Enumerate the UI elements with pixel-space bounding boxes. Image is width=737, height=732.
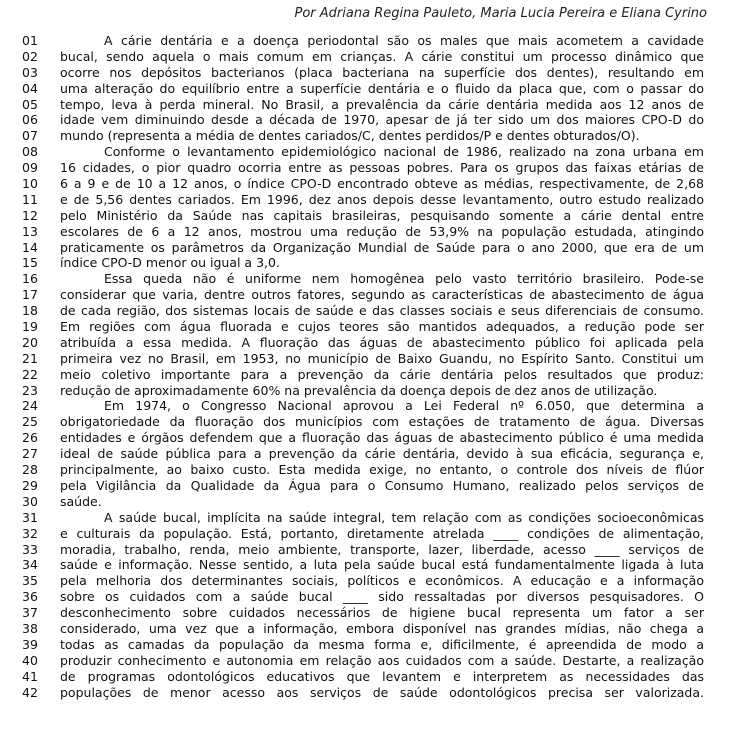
line-number: 41 xyxy=(22,668,38,684)
text-line xyxy=(0,176,737,192)
line-number: 26 xyxy=(22,430,38,446)
line-text: uma alteração do equilíbrio entre a superfície dentária e o fluido da placa que, com o passar do xyxy=(60,80,704,96)
line-text: populações de menor acesso aos serviços de saúde odontológicos precisa ser valorizada. xyxy=(60,684,704,700)
line-text: de programas odontológicos educativos que levantem e interpretem as necessidades das xyxy=(60,668,704,684)
line-text: considerar que varia, dentre outros fatores, segundo as características de abastecimento de água xyxy=(60,287,704,303)
text-line xyxy=(0,446,737,462)
line-number: 31 xyxy=(22,509,38,525)
line-text: principalmente, ao baixo custo. Esta medida exige, no entanto, o controle dos níveis de flúor xyxy=(60,462,704,478)
text-line xyxy=(0,160,737,176)
line-number: 12 xyxy=(22,207,38,223)
text-line xyxy=(0,287,737,303)
line-text: Essa queda não é uniforme nem homogênea pelo vasto território brasileiro. Pode-se xyxy=(104,271,704,287)
line-text: ideal de saúde pública para a prevenção da cárie dentária, devido à sua eficácia, segurança e, xyxy=(60,446,704,462)
line-number: 14 xyxy=(22,239,38,255)
text-line xyxy=(0,526,737,542)
line-text: ocorre nos depósitos bacterianos (placa bacteriana na superfície dos dentes), resultando em xyxy=(60,64,704,80)
line-text: desconhecimento sobre cuidados necessários de higiene bucal representa um fator a ser xyxy=(60,605,704,621)
text-line xyxy=(0,653,737,669)
line-number: 13 xyxy=(22,223,38,239)
text-line xyxy=(0,542,737,558)
text-line xyxy=(0,398,737,414)
line-text: primeira vez no Brasil, em 1953, no município de Baixo Guandu, no Espírito Santo. Constitui um xyxy=(60,350,704,366)
text-line xyxy=(0,414,737,430)
line-number: 37 xyxy=(22,605,38,621)
line-text: atribuída a essa medida. A fluoração das águas de abastecimento público foi aplicada pela xyxy=(60,334,704,350)
line-number: 17 xyxy=(22,287,38,303)
line-text: e culturais da população. Está, portanto, diretamente atrelada ____ condições de alimentação, xyxy=(60,525,704,541)
text-line xyxy=(0,97,737,113)
line-text: considerado, uma vez que a informação, embora disponível nas grandes mídias, não chega a xyxy=(60,620,704,636)
line-number: 39 xyxy=(22,636,38,652)
text-line xyxy=(0,605,737,621)
line-text: Conforme o levantamento epidemiológico nacional de 1986, realizado na zona urbana em xyxy=(104,144,704,160)
line-number: 18 xyxy=(22,303,38,319)
text-line xyxy=(0,240,737,256)
text-line xyxy=(0,303,737,319)
text-line xyxy=(0,637,737,653)
line-number: 33 xyxy=(22,541,38,557)
line-text: saúde. xyxy=(60,493,102,509)
line-text: moradia, trabalho, renda, meio ambiente, transporte, lazer, liberdade, acesso ____ serviços de xyxy=(60,541,704,557)
line-number: 04 xyxy=(22,80,38,96)
line-number: 32 xyxy=(22,525,38,541)
line-text: 16 cidades, o pior quadro ocorria entre as pessoas pobres. Para os grupos das faixas etárias de xyxy=(60,160,704,176)
text-line xyxy=(0,192,737,208)
line-text: saúde e informação. Nesse sentido, a luta pela saúde bucal está fundamentalmente ligada à luta xyxy=(60,557,704,573)
line-number: 22 xyxy=(22,366,38,382)
text-line xyxy=(0,383,737,399)
text-line xyxy=(0,367,737,383)
line-number: 11 xyxy=(22,191,38,207)
text-line xyxy=(0,33,737,49)
line-number: 30 xyxy=(22,493,38,509)
text-line xyxy=(0,478,737,494)
line-text: 6 a 9 e de 10 a 12 anos, o índice CPO-D encontrado obteve as médias, respectivamente, de 2,68 xyxy=(60,176,704,192)
text-line xyxy=(0,128,737,144)
line-text: praticamente os parâmetros da Organização Mundial de Saúde para o ano 2000, que era de um xyxy=(60,239,704,255)
line-text: pelo Ministério da Saúde nas capitais brasileiras, pesquisando somente a cárie dental entre xyxy=(60,207,704,223)
line-text: meio coletivo importante para a prevenção da cárie dentária pelos resultados que produz: xyxy=(60,366,704,382)
text-line xyxy=(0,112,737,128)
line-number: 20 xyxy=(22,334,38,350)
text-line xyxy=(0,319,737,335)
line-number: 36 xyxy=(22,589,38,605)
line-number: 27 xyxy=(22,446,38,462)
article-body xyxy=(0,33,737,700)
text-line xyxy=(0,271,737,287)
line-text: produzir conhecimento e autonomia em relação aos cuidados com a saúde. Destarte, a realização xyxy=(60,652,704,668)
line-number: 09 xyxy=(22,160,38,176)
line-number: 38 xyxy=(22,620,38,636)
line-number: 05 xyxy=(22,96,38,112)
text-line xyxy=(0,208,737,224)
line-text: e de 5,56 dentes cariados. Em 1996, dez anos depois desse levantamento, outro estudo realizado xyxy=(60,191,704,207)
line-text: Em 1974, o Congresso Nacional aprovou a Lei Federal nº 6.050, que determina a xyxy=(104,398,704,414)
line-number: 24 xyxy=(22,398,38,414)
line-text: índice CPO-D menor ou igual a 3,0. xyxy=(60,255,280,271)
line-number: 15 xyxy=(22,255,38,271)
line-text: pela melhoria dos determinantes sociais, políticos e econômicos. A educação e a informação xyxy=(60,573,704,589)
text-line xyxy=(0,144,737,160)
line-number: 28 xyxy=(22,462,38,478)
line-text: mundo (representa a média de dentes cariados/C, dentes perdidos/P e dentes obturados/O). xyxy=(60,128,640,144)
line-number: 16 xyxy=(22,271,38,287)
line-number: 08 xyxy=(22,144,38,160)
line-text: Em regiões com água fluorada e cujos teores são mantidos adequados, a redução pode ser xyxy=(60,319,704,335)
text-line xyxy=(0,65,737,81)
line-number: 25 xyxy=(22,414,38,430)
line-number: 06 xyxy=(22,112,38,128)
text-line xyxy=(0,589,737,605)
line-text: de cada região, dos sistemas locais de saúde e das classes sociais e seus diferenciais de consumo. xyxy=(60,303,704,319)
line-text: pela Vigilância da Qualidade da Água para o Consumo Humano, realizado pelos serviços de xyxy=(60,477,704,493)
line-text: A cárie dentária e a doença periodontal são os males que mais acometem a cavidade xyxy=(104,33,704,48)
text-line xyxy=(0,494,737,510)
line-number: 02 xyxy=(22,48,38,64)
line-number: 03 xyxy=(22,64,38,80)
line-text: tempo, leva à perda mineral. No Brasil, a prevalência da cárie dentária medida aos 12 anos de xyxy=(60,96,704,112)
line-text: redução de aproximadamente 60% na prevalência da doença depois de dez anos de utilização. xyxy=(60,382,658,398)
text-line xyxy=(0,510,737,526)
text-line xyxy=(0,462,737,478)
line-number: 42 xyxy=(22,684,38,700)
line-text: todas as camadas da população da mesma forma e, dificilmente, é apreendida de modo a xyxy=(60,636,704,652)
line-number: 01 xyxy=(22,33,38,48)
line-text: escolares de 6 a 12 anos, mostrou uma redução de 53,9% na população estudada, atingindo xyxy=(60,223,704,239)
line-number: 29 xyxy=(22,477,38,493)
line-number: 10 xyxy=(22,176,38,192)
line-number: 35 xyxy=(22,573,38,589)
text-line xyxy=(0,557,737,573)
text-line xyxy=(0,81,737,97)
author-byline: Por Adriana Regina Pauleto, Maria Lucia Pereira e Eliana Cyrino xyxy=(294,6,707,21)
line-number: 34 xyxy=(22,557,38,573)
text-line xyxy=(0,621,737,637)
line-number: 40 xyxy=(22,652,38,668)
line-text: idade vem diminuindo desde a década de 1970, apesar de já ter sido um dos maiores CPO-D do xyxy=(60,112,704,128)
text-line xyxy=(0,573,737,589)
line-number: 07 xyxy=(22,128,38,144)
line-number: 19 xyxy=(22,319,38,335)
line-number: 21 xyxy=(22,350,38,366)
text-line xyxy=(0,335,737,351)
text-line xyxy=(0,49,737,65)
line-text: obrigatoriedade da fluoração dos municípios com estações de tratamento de água. Diversas xyxy=(60,414,704,430)
line-text: bucal, sendo aquela o mais comum em crianças. A cárie constitui um processo dinâmico que xyxy=(60,48,704,64)
line-text: A saúde bucal, implícita na saúde integral, tem relação com as condições socioeconômicas xyxy=(104,509,704,525)
text-line xyxy=(0,255,737,271)
text-line xyxy=(0,669,737,685)
line-text: entidades e órgãos defendem que a fluoração das águas de abastecimento público é uma medida xyxy=(60,430,704,446)
text-line xyxy=(0,224,737,240)
text-line xyxy=(0,685,737,701)
line-number: 23 xyxy=(22,382,38,398)
text-line xyxy=(0,430,737,446)
text-line xyxy=(0,351,737,367)
line-text: sobre os cuidados com a saúde bucal ____ sido ressaltadas por diversos pesquisadores. O xyxy=(60,589,704,605)
